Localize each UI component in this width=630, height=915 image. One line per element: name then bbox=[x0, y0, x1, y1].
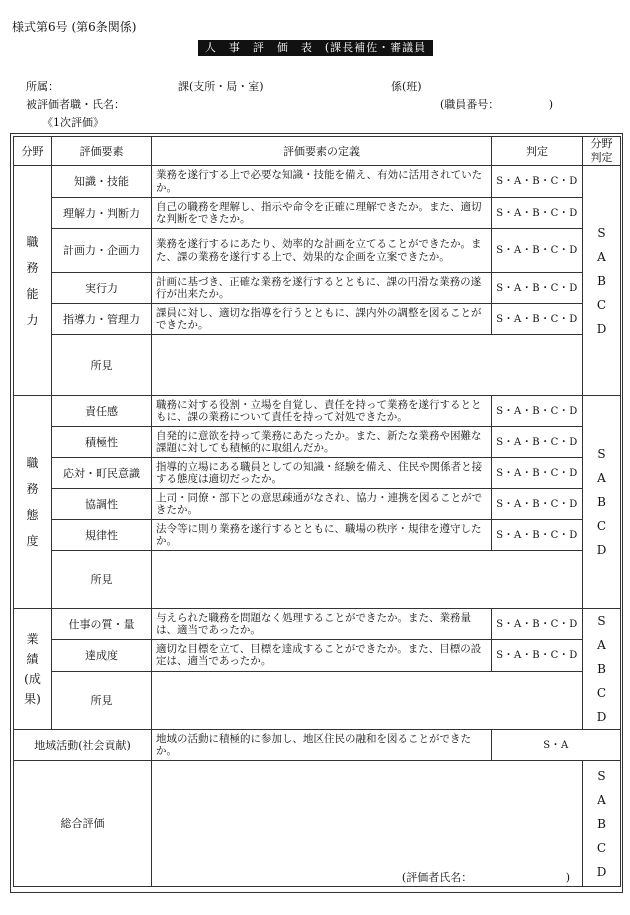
form-title: 人 事 評 価 表 (課長補佐・審議員用) bbox=[198, 40, 433, 56]
community-judgment[interactable]: S・A bbox=[492, 730, 621, 761]
overall-comment-field[interactable] bbox=[152, 761, 583, 887]
overall-grade[interactable]: S A B C D bbox=[583, 761, 621, 887]
element-name: 積極性 bbox=[52, 427, 152, 458]
element-name: 責任感 bbox=[52, 396, 152, 427]
evaluation-stage: 《1次評価》 bbox=[42, 116, 104, 129]
judgment-scale[interactable]: S・A・B・C・D bbox=[492, 489, 583, 520]
affiliation-label: 所属： bbox=[26, 80, 59, 93]
judgment-scale[interactable]: S・A・B・C・D bbox=[492, 458, 583, 489]
element-name: 計画力・企画力 bbox=[52, 229, 152, 273]
form-number: 様式第6号 (第6条関係) bbox=[12, 20, 137, 34]
evaluation-table bbox=[13, 136, 621, 887]
field-job-attitude: 職 務 態 度 bbox=[14, 396, 52, 609]
remarks-label: 所見 bbox=[52, 335, 152, 396]
col-judgment: 判定 bbox=[492, 137, 583, 166]
judgment-scale[interactable]: S・A・B・C・D bbox=[492, 229, 583, 273]
remarks-field[interactable] bbox=[152, 335, 583, 396]
field-grade-job-attitude[interactable]: S A B C D bbox=[583, 396, 621, 609]
element-definition: 職務に対する役割・立場を自覚し、責任を持って業務を遂行するとともに、課の業務について責任を持って対処できたか。 bbox=[152, 396, 492, 427]
element-name: 規律性 bbox=[52, 520, 152, 551]
element-name: 協調性 bbox=[52, 489, 152, 520]
staff-number-label: (職員番号： ) bbox=[440, 98, 554, 111]
overall-label: 総合評価 bbox=[14, 761, 152, 887]
element-definition: 業務を遂行するにあたり、効率的な計画を立てることができたか。また、課の業務を遂行する上で、効果的な企画を立案できたか。 bbox=[152, 229, 492, 273]
judgment-scale[interactable]: S・A・B・C・D bbox=[492, 166, 583, 198]
element-definition: 法令等に則り業務を遂行するとともに、職場の秩序・規律を遵守したか。 bbox=[152, 520, 492, 551]
element-definition: 指導的立場にある職員としての知識・経験を備え、住民や関係者と接する態度は適切だったか。 bbox=[152, 458, 492, 489]
field-grade-performance[interactable]: S A B C D bbox=[583, 609, 621, 730]
element-name: 指導力・管理力 bbox=[52, 304, 152, 335]
col-field-judgment: 分野 判定 bbox=[583, 137, 621, 166]
evaluatee-label: 被評価者職・氏名： bbox=[26, 98, 125, 111]
remarks-label: 所見 bbox=[52, 671, 152, 730]
element-definition: 課員に対し、適切な指導を行うとともに、課内外の調整を図ることができたか。 bbox=[152, 304, 492, 335]
element-definition: 上司・同僚・部下との意思疎通がなされ、協力・連携を図ることができたか。 bbox=[152, 489, 492, 520]
col-field: 分野 bbox=[14, 137, 52, 166]
judgment-scale[interactable]: S・A・B・C・D bbox=[492, 427, 583, 458]
field-grade-job-ability[interactable]: S A B C D bbox=[583, 166, 621, 396]
judgment-scale[interactable]: S・A・B・C・D bbox=[492, 640, 583, 671]
judgment-scale[interactable]: S・A・B・C・D bbox=[492, 273, 583, 304]
judgment-scale[interactable]: S・A・B・C・D bbox=[492, 609, 583, 640]
element-name: 達成度 bbox=[52, 640, 152, 671]
judgment-scale[interactable]: S・A・B・C・D bbox=[492, 304, 583, 335]
element-name: 応対・町民意識 bbox=[52, 458, 152, 489]
element-definition: 適切な目標を立て、目標を達成することができたか。また、目標の設定は、適当であったか。 bbox=[152, 640, 492, 671]
col-definition: 評価要素の定義 bbox=[152, 137, 492, 166]
element-definition: 計画に基づき、正確な業務を遂行するとともに、課の円滑な業務の遂行が出来たか。 bbox=[152, 273, 492, 304]
element-name: 実行力 bbox=[52, 273, 152, 304]
remarks-label: 所見 bbox=[52, 551, 152, 609]
judgment-scale[interactable]: S・A・B・C・D bbox=[492, 396, 583, 427]
col-element: 評価要素 bbox=[52, 137, 152, 166]
element-definition: 自発的に意欲を持って業務にあたったか。また、新たな業務や困難な課題に対しても積極的に取組んだか。 bbox=[152, 427, 492, 458]
subsection-label: 係(班) bbox=[391, 80, 422, 93]
element-definition: 業務を遂行する上で必要な知識・技能を備え、有効に活用されていたか。 bbox=[152, 166, 492, 198]
field-job-ability: 職 務 能 力 bbox=[14, 166, 52, 396]
judgment-scale[interactable]: S・A・B・C・D bbox=[492, 520, 583, 551]
element-name: 理解力・判断力 bbox=[52, 198, 152, 229]
element-definition: 自己の職務を理解し、指示や命令を正確に理解できたか。また、適切な判断をできたか。 bbox=[152, 198, 492, 229]
section-label: 課(支所・局・室) bbox=[178, 80, 264, 93]
remarks-field[interactable] bbox=[152, 671, 583, 730]
community-label: 地域活動(社会貢献) bbox=[14, 730, 152, 761]
evaluator-name-label: (評価者氏名： ) bbox=[401, 871, 570, 884]
judgment-scale[interactable]: S・A・B・C・D bbox=[492, 198, 583, 229]
community-definition: 地域の活動に積極的に参加し、地区住民の融和を図ることができたか。 bbox=[152, 730, 492, 761]
element-name: 知識・技能 bbox=[52, 166, 152, 198]
element-definition: 与えられた職務を問題なく処理することができたか。また、業務量は、適当であったか。 bbox=[152, 609, 492, 640]
remarks-field[interactable] bbox=[152, 551, 583, 609]
field-performance: 業 績 (成 果) bbox=[14, 609, 52, 730]
element-name: 仕事の質・量 bbox=[52, 609, 152, 640]
